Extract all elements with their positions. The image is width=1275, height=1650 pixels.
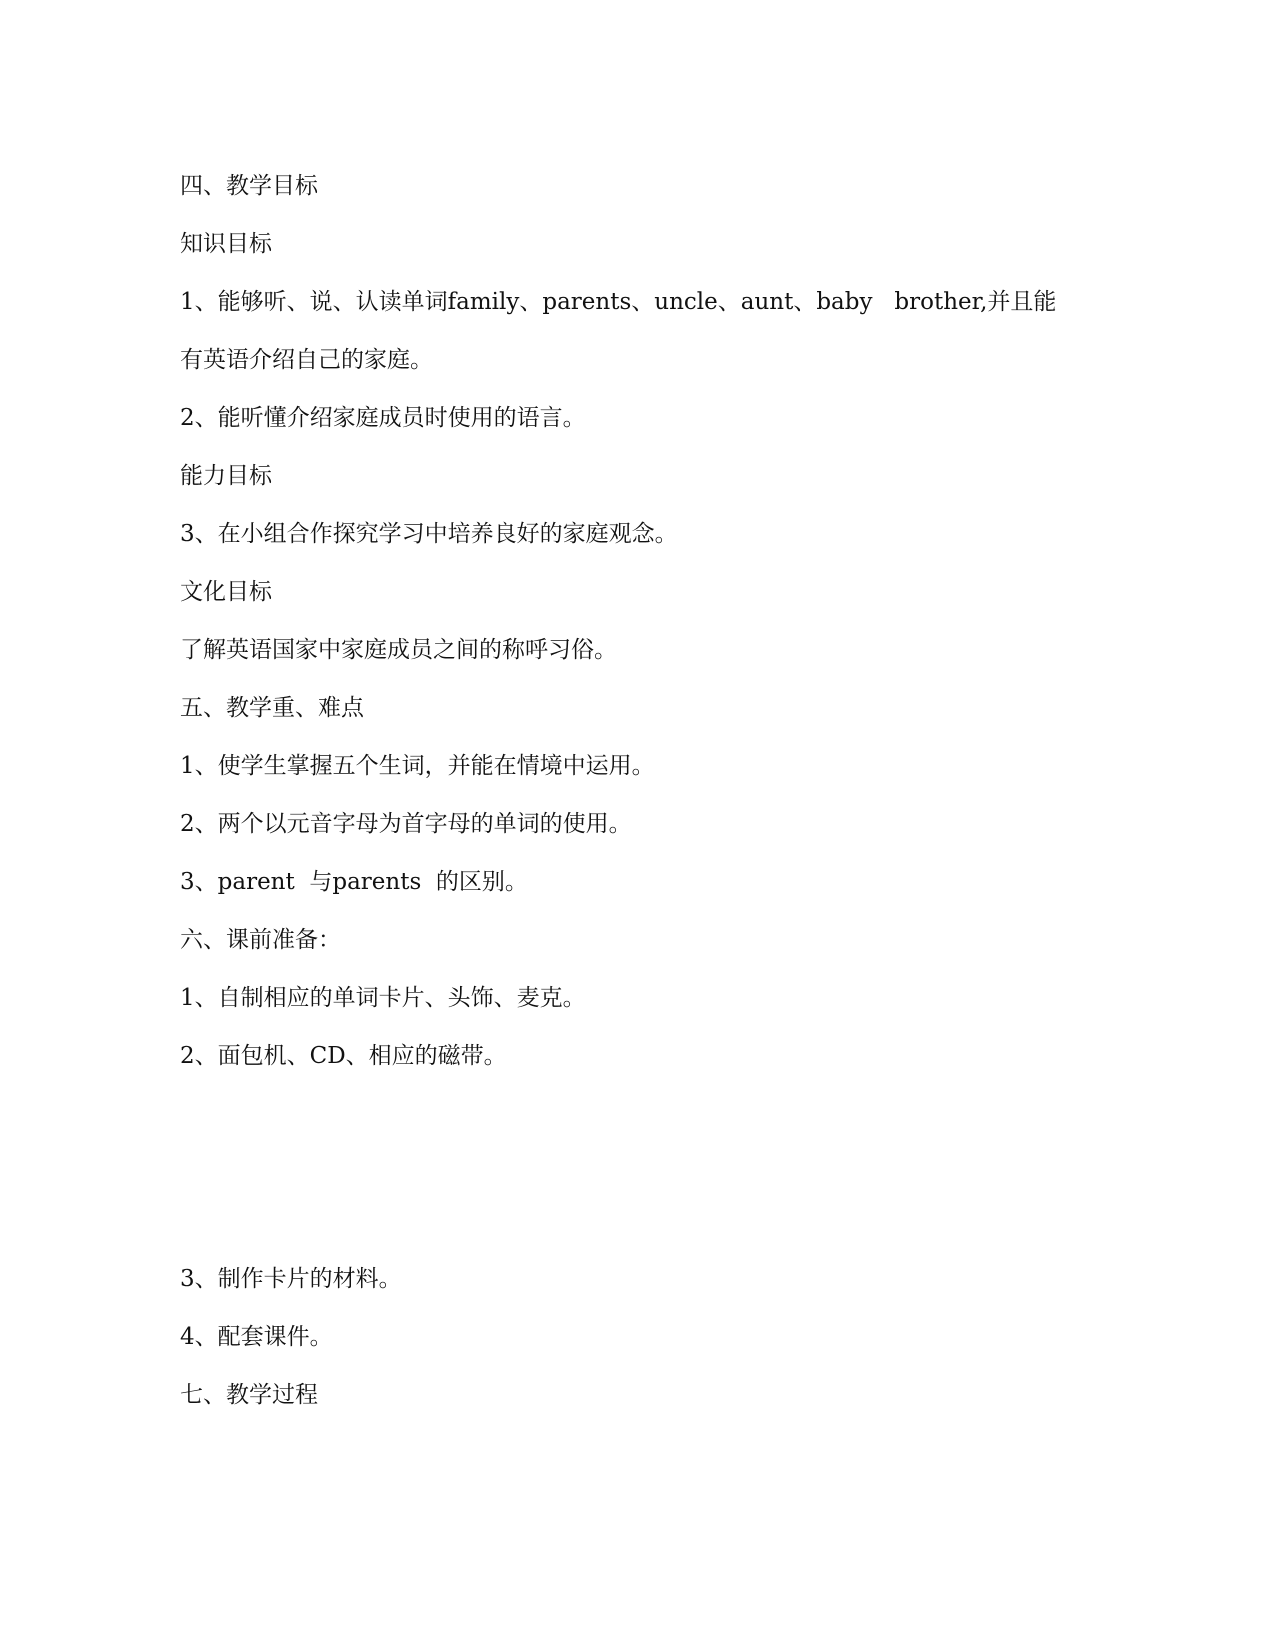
key-point-item-1: 1、使学生掌握五个生词，并能在情境中运用。 bbox=[180, 753, 655, 779]
objective-item-1-continued: 有英语介绍自己的家庭。 bbox=[180, 347, 433, 373]
objective-item-3: 3、在小组合作探究学习中培养良好的家庭观念。 bbox=[180, 521, 678, 547]
subheading-culture-objectives: 文化目标 bbox=[180, 579, 272, 605]
key-point-item-2: 2、两个以元音字母为首字母的单词的使用。 bbox=[180, 811, 632, 837]
preparation-item-1: 1、自制相应的单词卡片、头饰、麦克。 bbox=[180, 985, 586, 1011]
culture-objective-text: 了解英语国家中家庭成员之间的称呼习俗。 bbox=[180, 637, 617, 663]
heading-teaching-objectives: 四、教学目标 bbox=[180, 173, 318, 199]
subheading-ability-objectives: 能力目标 bbox=[180, 463, 272, 489]
objective-item-2: 2、能听懂介绍家庭成员时使用的语言。 bbox=[180, 405, 586, 431]
heading-teaching-process: 七、教学过程 bbox=[180, 1382, 318, 1408]
subheading-knowledge-objectives: 知识目标 bbox=[180, 231, 272, 257]
heading-preparation: 六、课前准备： bbox=[180, 927, 341, 953]
heading-key-difficult-points: 五、教学重、难点 bbox=[180, 695, 364, 721]
key-point-item-3: 3、parent 与parents 的区别。 bbox=[180, 869, 528, 895]
preparation-item-4: 4、配套课件。 bbox=[180, 1324, 333, 1350]
preparation-item-2: 2、面包机、CD、相应的磁带。 bbox=[180, 1043, 507, 1069]
objective-item-1: 1、能够听、说、认读单词family、parents、uncle、aunt、baby brother,并且能 bbox=[180, 289, 1057, 315]
preparation-item-3: 3、制作卡片的材料。 bbox=[180, 1266, 402, 1292]
